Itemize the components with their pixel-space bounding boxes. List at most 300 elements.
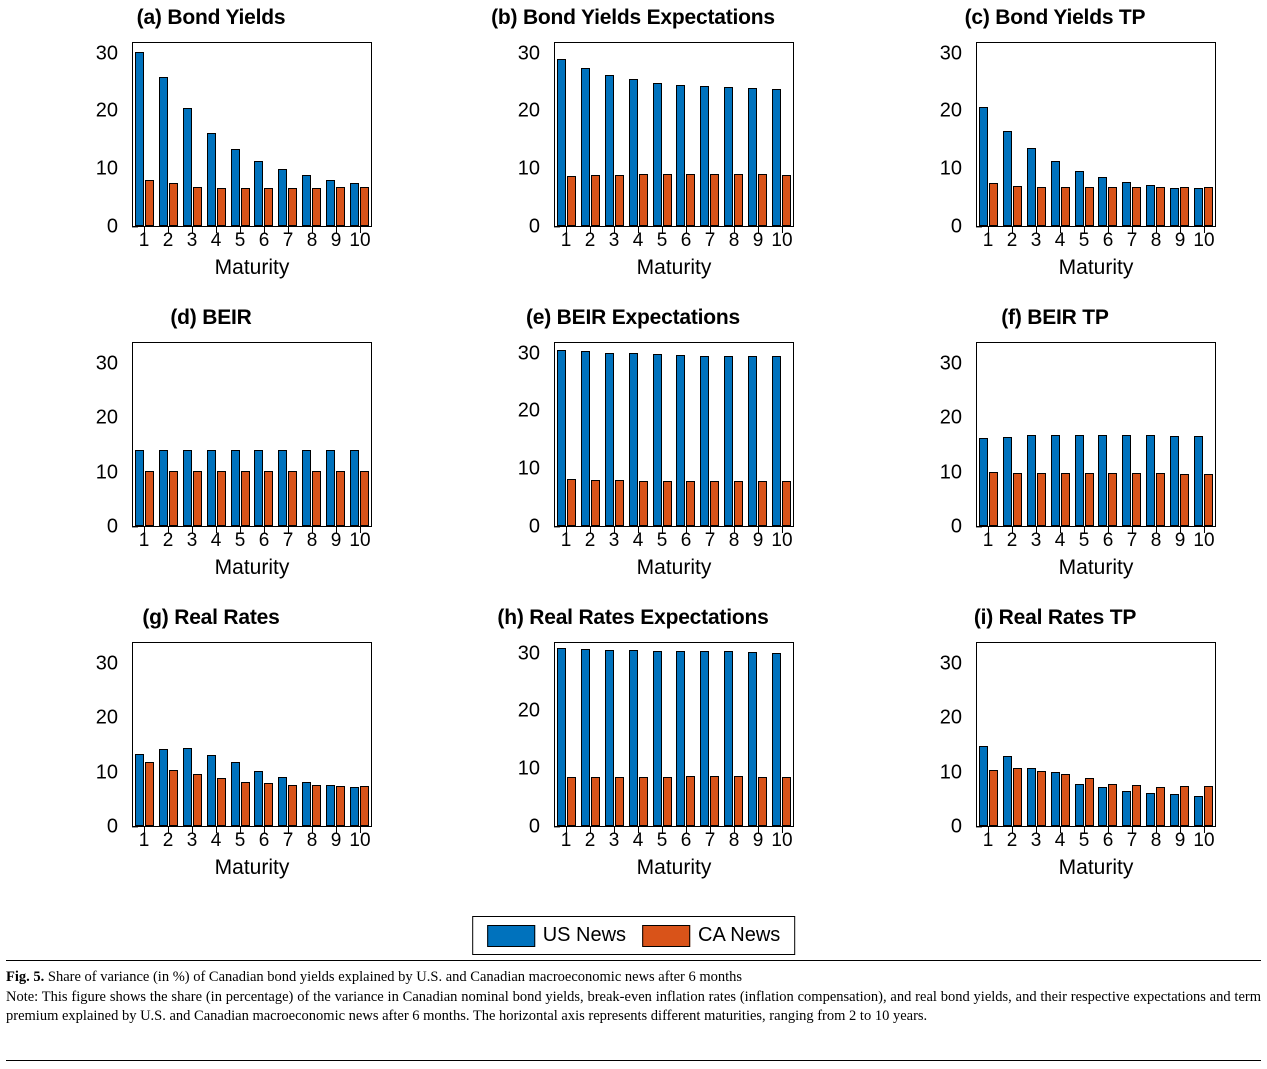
y-axis (844, 42, 972, 238)
bar-us-news (581, 649, 590, 826)
bar-us-news (1170, 436, 1179, 526)
x-tick-label: 9 (1174, 230, 1186, 251)
x-tick-label: 7 (282, 530, 294, 551)
bar-group (651, 643, 672, 826)
bar-us-news (676, 355, 685, 526)
bar-ca-news (734, 481, 743, 526)
bar-us-news (350, 183, 359, 226)
bar-ca-news (1085, 778, 1094, 826)
x-tick-label: 5 (234, 830, 246, 851)
bar-group (1026, 643, 1047, 826)
bar-group (628, 343, 649, 526)
bar-groups (977, 43, 1215, 226)
y-tick-label: 0 (528, 215, 540, 238)
bar-ca-news (1108, 784, 1117, 826)
bar-ca-news (1204, 187, 1213, 226)
x-tick-label: 7 (1126, 530, 1138, 551)
x-tick-label: 6 (1102, 530, 1114, 551)
bar-us-news (557, 350, 566, 526)
x-tick-label: 8 (306, 530, 318, 551)
bar-us-news (254, 771, 263, 826)
bar-group (182, 43, 203, 226)
bar-group (229, 343, 250, 526)
bar-ca-news (264, 783, 273, 826)
x-tick-label: 2 (162, 230, 174, 251)
bar-ca-news (312, 471, 321, 527)
bar-ca-news (1061, 473, 1070, 526)
bar-ca-news (710, 174, 719, 226)
bar-us-news (605, 650, 614, 826)
bar-us-news (254, 450, 263, 526)
x-axis-title: Maturity (636, 856, 712, 879)
bar-ca-news (615, 480, 624, 526)
y-tick-label: 30 (95, 42, 118, 65)
bar-us-news (183, 450, 192, 526)
bar-us-news (135, 52, 144, 226)
y-tick-label: 20 (95, 99, 118, 122)
bar-group (253, 643, 274, 826)
bar-group (675, 643, 696, 826)
bar-us-news (581, 351, 590, 526)
bar-group (1002, 343, 1023, 526)
bar-us-news (979, 438, 988, 526)
bar-ca-news (336, 471, 345, 527)
bar-group (134, 643, 155, 826)
bar-group (770, 343, 791, 526)
bar-us-news (135, 450, 144, 526)
y-tick-label: 20 (517, 699, 540, 722)
plot-area (554, 342, 794, 527)
x-tick-label: 1 (138, 230, 150, 251)
x-tick-label: 10 (349, 230, 371, 251)
chart-panel (0, 600, 422, 900)
x-tick-label: 1 (560, 530, 572, 551)
bar-us-news (581, 68, 590, 226)
x-tick-label: 1 (138, 830, 150, 851)
bar-group (628, 643, 649, 826)
bar-groups (555, 643, 793, 826)
bar-ca-news (360, 786, 369, 826)
legend-swatch-ca-icon (642, 925, 690, 947)
bar-group (770, 43, 791, 226)
bar-group (348, 343, 369, 526)
bar-group (1145, 43, 1166, 226)
bar-ca-news (989, 770, 998, 826)
y-tick-label: 10 (939, 761, 962, 784)
panel-title: (a) Bond Yields (136, 6, 286, 29)
y-axis (844, 642, 972, 838)
x-tick-label: 9 (1174, 530, 1186, 551)
x-tick-label: 4 (1054, 230, 1066, 251)
x-axis-title: Maturity (1058, 556, 1134, 579)
y-tick-label: 30 (517, 342, 540, 365)
chart-panel (422, 600, 844, 900)
legend-label-ca: CA News (698, 924, 781, 946)
bar-ca-news (639, 481, 648, 526)
x-tick-label: 10 (349, 530, 371, 551)
bar-group (277, 643, 298, 826)
bar-group (604, 343, 625, 526)
x-tick-label: 7 (704, 830, 716, 851)
y-axis (0, 342, 128, 538)
bar-group (325, 43, 346, 226)
bar-group (301, 643, 322, 826)
bar-ca-news (1013, 186, 1022, 226)
x-tick-label: 9 (330, 830, 342, 851)
x-tick-label: 3 (1030, 830, 1042, 851)
y-tick-label: 10 (939, 157, 962, 180)
bar-group (1097, 343, 1118, 526)
bar-ca-news (686, 174, 695, 226)
caption-note: Note: This figure shows the share (in percentage) of the variance in Canadian nominal bond yields, break-even inflation rates (inflation compensation), and real bond yields, and their respective expectations and term premium explained by U.S. and Canadian macroeconomic news after 6 months. The horizontal axis represents different maturities, ranging from 2 to 10 years. (6, 989, 1261, 1025)
bar-us-news (1098, 787, 1107, 826)
x-tick-label: 10 (771, 230, 793, 251)
bar-us-news (1170, 188, 1179, 226)
bar-us-news (1027, 148, 1036, 226)
bar-group (229, 43, 250, 226)
bar-us-news (772, 89, 781, 226)
plot-area (976, 642, 1216, 827)
bar-us-news (772, 653, 781, 826)
x-tick-label: 2 (584, 830, 596, 851)
y-tick-label: 20 (517, 399, 540, 422)
bar-group (978, 643, 999, 826)
chart-panel (844, 600, 1266, 900)
bar-us-news (605, 353, 614, 526)
bar-us-news (653, 651, 662, 826)
caption-top-rule (6, 960, 1261, 961)
bar-ca-news (1156, 187, 1165, 226)
bar-us-news (676, 85, 685, 226)
bar-group (1121, 43, 1142, 226)
x-tick-label: 3 (608, 530, 620, 551)
x-tick-label: 6 (258, 530, 270, 551)
y-tick-label: 10 (517, 757, 540, 780)
bar-ca-news (241, 471, 250, 527)
bar-ca-news (312, 188, 321, 226)
x-axis-title: Maturity (214, 556, 290, 579)
bar-ca-news (336, 786, 345, 826)
bar-us-news (231, 762, 240, 826)
bar-ca-news (1085, 473, 1094, 526)
panel-title: (b) Bond Yields Expectations (491, 6, 775, 29)
bar-us-news (979, 107, 988, 226)
bar-us-news (724, 356, 733, 526)
bar-ca-news (1204, 786, 1213, 826)
bar-ca-news (758, 481, 767, 526)
bar-ca-news (989, 472, 998, 526)
chart-legend (472, 916, 796, 955)
panel-title: (e) BEIR Expectations (525, 306, 740, 329)
bar-ca-news (1085, 187, 1094, 226)
y-axis (844, 342, 972, 538)
caption-title-line (6, 968, 1261, 987)
bar-group (158, 643, 179, 826)
x-tick-label: 2 (162, 830, 174, 851)
bar-ca-news (145, 471, 154, 526)
x-tick-label: 3 (186, 830, 198, 851)
bar-ca-news (1156, 473, 1165, 526)
bar-group (1097, 43, 1118, 226)
bar-us-news (302, 782, 311, 826)
bar-ca-news (360, 187, 369, 226)
y-tick-label: 20 (939, 406, 962, 429)
bar-group (134, 43, 155, 226)
y-tick-label: 30 (939, 352, 962, 375)
x-tick-labels (554, 230, 794, 252)
bar-us-news (1027, 768, 1036, 826)
x-tick-label: 1 (560, 230, 572, 251)
plot-area (554, 42, 794, 227)
bar-group (770, 643, 791, 826)
x-tick-labels (132, 830, 372, 852)
bar-us-news (1194, 436, 1203, 526)
bar-group (1050, 643, 1071, 826)
bar-ca-news (264, 471, 273, 527)
bar-ca-news (663, 481, 672, 526)
bar-groups (977, 643, 1215, 826)
bar-group (1073, 343, 1094, 526)
bar-group (206, 643, 227, 826)
panel-title: (i) Real Rates TP (973, 606, 1137, 629)
bar-group (651, 343, 672, 526)
bar-ca-news (758, 777, 767, 826)
bar-group (182, 343, 203, 526)
plot-area (976, 42, 1216, 227)
legend-item-ca (642, 924, 780, 947)
x-tick-label: 1 (982, 230, 994, 251)
x-tick-label: 4 (1054, 530, 1066, 551)
x-tick-labels (554, 830, 794, 852)
figure-caption (6, 968, 1261, 1026)
bar-us-news (724, 87, 733, 226)
bar-us-news (207, 450, 216, 526)
y-tick-label: 10 (517, 157, 540, 180)
bar-ca-news (639, 777, 648, 826)
bar-ca-news (615, 175, 624, 226)
y-axis (422, 342, 550, 538)
bar-ca-news (1132, 473, 1141, 526)
x-tick-label: 10 (1193, 230, 1215, 251)
x-tick-label: 8 (1150, 530, 1162, 551)
bar-group (348, 643, 369, 826)
y-tick-label: 10 (95, 761, 118, 784)
bar-ca-news (989, 183, 998, 226)
x-tick-label: 8 (1150, 830, 1162, 851)
x-tick-label: 6 (680, 230, 692, 251)
x-tick-label: 10 (771, 830, 793, 851)
bar-us-news (350, 450, 359, 526)
y-tick-label: 30 (95, 652, 118, 675)
x-tick-label: 9 (330, 230, 342, 251)
bar-ca-news (217, 778, 226, 826)
x-tick-label: 9 (1174, 830, 1186, 851)
bar-group (747, 43, 768, 226)
bar-group (1121, 343, 1142, 526)
x-axis-title: Maturity (1058, 256, 1134, 279)
x-tick-label: 10 (1193, 530, 1215, 551)
x-tick-label: 2 (1006, 230, 1018, 251)
bar-group (723, 643, 744, 826)
y-tick-label: 10 (939, 461, 962, 484)
x-tick-label: 3 (186, 230, 198, 251)
bar-group (182, 643, 203, 826)
bar-ca-news (734, 776, 743, 826)
bar-us-news (1075, 435, 1084, 526)
x-tick-labels (976, 530, 1216, 552)
x-axis-title: Maturity (1058, 856, 1134, 879)
x-tick-labels (976, 230, 1216, 252)
bar-ca-news (241, 782, 250, 826)
bar-us-news (1146, 435, 1155, 526)
chart-panel (422, 300, 844, 600)
bar-ca-news (710, 481, 719, 526)
bar-us-news (231, 450, 240, 526)
bar-group (580, 643, 601, 826)
legend-label-us: US News (542, 924, 627, 946)
y-tick-label: 0 (106, 515, 118, 538)
bar-group (978, 43, 999, 226)
y-axis (422, 42, 550, 238)
x-axis-title: Maturity (214, 256, 290, 279)
panel-title: (d) BEIR (170, 306, 252, 329)
chart-panel (0, 0, 422, 300)
x-tick-label: 3 (186, 530, 198, 551)
y-tick-label: 0 (528, 815, 540, 838)
x-tick-label: 3 (1030, 530, 1042, 551)
y-tick-label: 10 (95, 157, 118, 180)
bar-groups (133, 343, 371, 526)
bar-group (348, 43, 369, 226)
x-tick-label: 8 (1150, 230, 1162, 251)
x-tick-label: 5 (1078, 530, 1090, 551)
bar-group (556, 643, 577, 826)
x-tick-label: 4 (210, 230, 222, 251)
bar-group (1073, 43, 1094, 226)
bar-group (723, 343, 744, 526)
bar-us-news (278, 777, 287, 826)
bar-group (556, 43, 577, 226)
x-tick-label: 9 (752, 830, 764, 851)
bar-ca-news (241, 188, 250, 226)
bar-ca-news (663, 174, 672, 226)
bar-us-news (1194, 188, 1203, 226)
bar-us-news (1075, 784, 1084, 826)
caption-bottom-rule (6, 1060, 1261, 1061)
bar-ca-news (1061, 774, 1070, 826)
bar-group (604, 643, 625, 826)
bar-us-news (748, 356, 757, 526)
bar-group (699, 643, 720, 826)
x-axis-title: Maturity (636, 256, 712, 279)
bar-us-news (1003, 756, 1012, 826)
x-axis-title: Maturity (214, 856, 290, 879)
bar-us-news (1170, 794, 1179, 826)
bar-ca-news (217, 471, 226, 527)
bar-us-news (207, 755, 216, 826)
bar-us-news (1146, 793, 1155, 826)
y-tick-label: 20 (939, 706, 962, 729)
chart-panel (0, 300, 422, 600)
y-tick-label: 20 (517, 99, 540, 122)
bar-us-news (700, 651, 709, 826)
bar-us-news (653, 83, 662, 226)
bar-group (580, 43, 601, 226)
bar-group (1169, 643, 1190, 826)
bar-groups (133, 643, 371, 826)
bar-ca-news (1013, 768, 1022, 826)
x-tick-label: 3 (608, 830, 620, 851)
x-tick-labels (132, 530, 372, 552)
x-tick-label: 6 (1102, 230, 1114, 251)
bar-us-news (231, 149, 240, 226)
legend-item-us (487, 924, 626, 947)
x-tick-label: 5 (1078, 830, 1090, 851)
x-tick-label: 9 (330, 530, 342, 551)
plot-area (976, 342, 1216, 527)
bar-us-news (278, 450, 287, 526)
bar-us-news (724, 651, 733, 826)
bar-us-news (183, 108, 192, 226)
bar-ca-news (615, 777, 624, 826)
chart-panel (422, 0, 844, 300)
bar-ca-news (686, 776, 695, 826)
x-tick-label: 9 (752, 530, 764, 551)
bar-us-news (772, 356, 781, 526)
chart-panel (844, 300, 1266, 600)
x-tick-label: 1 (138, 530, 150, 551)
y-tick-label: 30 (939, 652, 962, 675)
x-tick-label: 7 (1126, 830, 1138, 851)
bar-ca-news (1037, 473, 1046, 526)
bar-ca-news (336, 187, 345, 226)
x-tick-label: 5 (656, 530, 668, 551)
x-tick-label: 1 (560, 830, 572, 851)
bar-ca-news (1013, 473, 1022, 526)
y-axis (422, 642, 550, 838)
bar-us-news (326, 180, 335, 226)
bar-group (253, 43, 274, 226)
bar-groups (977, 343, 1215, 526)
bar-ca-news (1108, 473, 1117, 526)
bar-us-news (1098, 177, 1107, 226)
x-tick-labels (976, 830, 1216, 852)
bar-group (158, 343, 179, 526)
bar-group (723, 43, 744, 226)
bar-group (1192, 343, 1213, 526)
bar-group (1192, 643, 1213, 826)
bar-groups (133, 43, 371, 226)
bar-us-news (748, 88, 757, 226)
bar-groups (555, 43, 793, 226)
bar-ca-news (758, 174, 767, 226)
y-tick-label: 20 (939, 99, 962, 122)
bar-group (1002, 643, 1023, 826)
x-tick-label: 6 (1102, 830, 1114, 851)
bar-ca-news (567, 777, 576, 826)
y-tick-label: 0 (950, 515, 962, 538)
bar-us-news (700, 356, 709, 526)
bar-group (580, 343, 601, 526)
bar-ca-news (145, 762, 154, 826)
bar-ca-news (1132, 785, 1141, 826)
bar-ca-news (639, 174, 648, 226)
bar-ca-news (710, 776, 719, 826)
bar-us-news (1122, 791, 1131, 826)
bar-group (1192, 43, 1213, 226)
bar-group (699, 43, 720, 226)
bar-ca-news (193, 187, 202, 226)
